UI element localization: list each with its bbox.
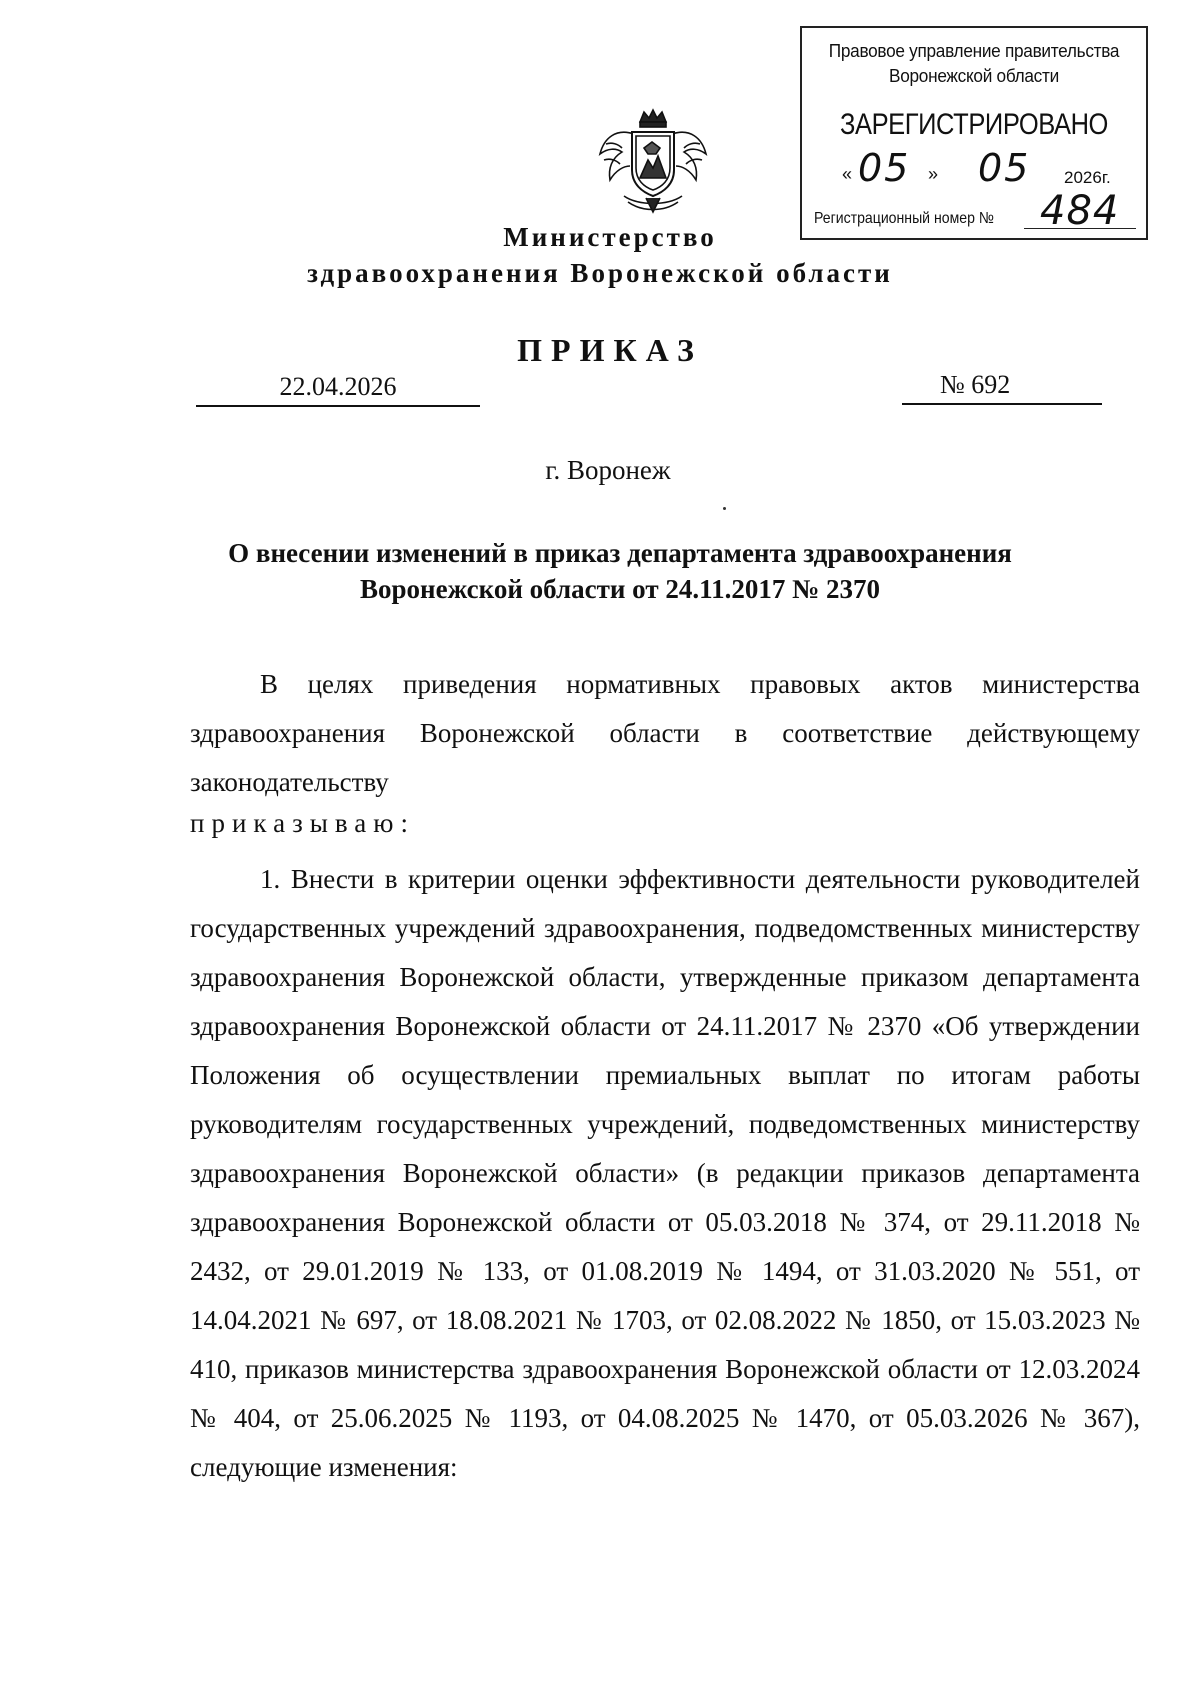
stamp-registered-label: ЗАРЕГИСТРИРОВАНО	[840, 108, 1108, 141]
stamp-org-line2: Воронежской области	[889, 65, 1059, 86]
stamp-open-quote: «	[842, 164, 853, 184]
order-number-underline	[902, 403, 1102, 405]
ministry-name-line1: Министерство	[503, 222, 717, 252]
stamp-close-quote: »	[928, 164, 939, 184]
stamp-org-line1: Правовое управление правительства	[828, 40, 1120, 61]
order-city: г. Воронеж	[545, 455, 671, 485]
stamp-year: 2026г.	[1064, 168, 1111, 187]
order-date: 22.04.2026	[279, 372, 397, 401]
order-title-line2: Воронежской области от 24.11.2017 № 2370	[360, 574, 880, 604]
stamp-month-handwritten: 05	[978, 146, 1031, 190]
stamp-reg-number-label: Регистрационный номер №	[814, 210, 994, 227]
stamp-organization	[814, 38, 1134, 88]
order-word: приказываю:	[190, 808, 415, 838]
order-date-underline	[196, 405, 480, 407]
stamp-day-handwritten: 05	[858, 146, 911, 190]
ministry-name-line2: здравоохранения Воронежской области	[307, 258, 893, 288]
registration-stamp	[800, 26, 1148, 240]
stamp-reg-number-handwritten: 484	[1040, 188, 1120, 234]
order-title	[150, 535, 1090, 607]
item-1-paragraph: 1. Внести в критерии оценки эффективности деятельности руководителей государственных учреждений здравоохранения, подведомственных министерству здравоохранения Воронежской области, утвержденные приказом департамента здравоохранения Воронежской области от 24.11.2017 № 2370 «Об утверждении Положения об осуществлении премиальных выплат по итогам работы руководителям государственных учреждений, подведомственных министерству здравоохранения Воронежской области» (в редакции приказов департамента здравоохранения Воронежской области от 05.03.2018 № 374, от 29.11.2018 № 2432, от 29.01.2019 № 133, от 01.08.2019 № 1494, от 31.03.2020 № 551, от 14.04.2021 № 697, от 18.08.2021 № 1703, от 02.08.2022 № 1850, от 15.03.2023 № 410, приказов министерства здравоохранения Воронежской области от 12.03.2024 № 404, от 25.06.2025 № 1193, от 04.08.2025 № 1470, от 05.03.2026 № 367), следующие изменения:	[190, 864, 1140, 1482]
preamble-paragraph: В целях приведения нормативных правовых актов министерства здравоохранения Воронежской области в соответствие действующему законодательству	[190, 669, 1140, 797]
document-type: ПРИКАЗ	[517, 332, 703, 368]
coat-of-arms-icon	[594, 108, 712, 216]
scan-dot	[723, 507, 726, 510]
order-title-line1: О внесении изменений в приказ департамента здравоохранения	[228, 538, 1012, 568]
order-number: № 692	[940, 370, 1011, 399]
stamp-date	[842, 146, 1122, 192]
